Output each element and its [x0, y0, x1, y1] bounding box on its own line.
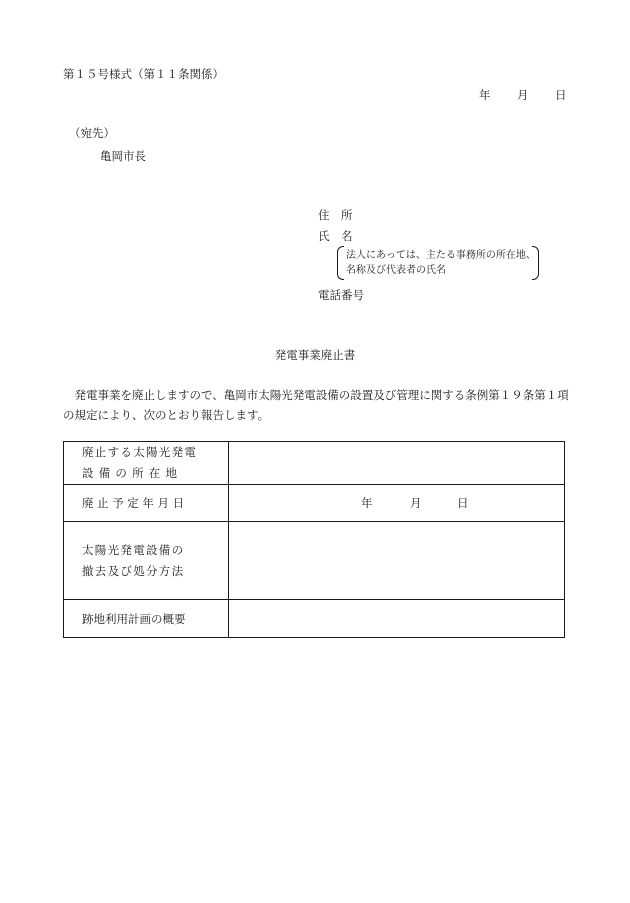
corporate-note-line2: 名称及び代表者の氏名 — [346, 265, 446, 276]
abolition-day-label: 日 — [457, 496, 469, 510]
table-row-date — [64, 485, 565, 522]
removal-label-line2: 撤去及び処分方法 — [82, 563, 185, 578]
location-label-line1: 廃止する太陽光発電 — [82, 445, 198, 459]
removal-label-line1: 太陽光発電設備の — [82, 542, 185, 557]
removal-method-value[interactable] — [229, 522, 565, 600]
corporate-note-bracket — [337, 246, 539, 280]
removal-method-label — [64, 522, 229, 600]
location-label-line2: 設備の所在地 — [82, 466, 183, 480]
applicant-address-label: 住 所 — [318, 208, 353, 222]
table-row-land-use — [64, 600, 565, 638]
land-use-plan-label — [64, 600, 229, 638]
form-number: 第１５号様式（第１１条関係） — [63, 67, 224, 81]
date-month-label: 月 — [517, 88, 529, 102]
corporate-note-line1: 法人にあっては、主たる事務所の所在地、 — [346, 250, 536, 261]
abolition-date-label — [64, 485, 229, 522]
table-row-removal — [64, 522, 565, 600]
abolition-date-label-text: 廃止予定年月日 — [82, 496, 188, 510]
corporate-note — [346, 248, 536, 278]
table-row-location — [64, 442, 565, 485]
applicant-phone-label: 電話番号 — [318, 288, 364, 302]
land-use-plan-label-text: 跡地利用計画の概要 — [82, 611, 186, 626]
location-value[interactable] — [229, 442, 565, 485]
date-year-label: 年 — [479, 88, 491, 102]
report-date — [0, 87, 630, 101]
location-label — [64, 442, 229, 485]
land-use-plan-value[interactable] — [229, 600, 565, 638]
addressee-label: （宛先） — [69, 126, 115, 140]
abolition-year-label: 年 — [361, 496, 373, 510]
abolition-date-value[interactable] — [229, 485, 565, 522]
date-day-label: 日 — [555, 88, 567, 102]
body-paragraph: 発電事業を廃止しますので、亀岡市太陽光発電設備の設置及び管理に関する条例第１９条第１項の規定により、次のとおり報告します。 — [63, 388, 569, 422]
report-table — [63, 441, 565, 638]
bracket-left — [337, 246, 344, 280]
bracket-right — [532, 246, 539, 280]
applicant-name-label: 氏 名 — [318, 229, 353, 243]
abolition-month-label: 月 — [410, 496, 422, 510]
document-title: 発電事業廃止書 — [274, 348, 356, 362]
addressee-name: 亀岡市長 — [100, 149, 146, 163]
